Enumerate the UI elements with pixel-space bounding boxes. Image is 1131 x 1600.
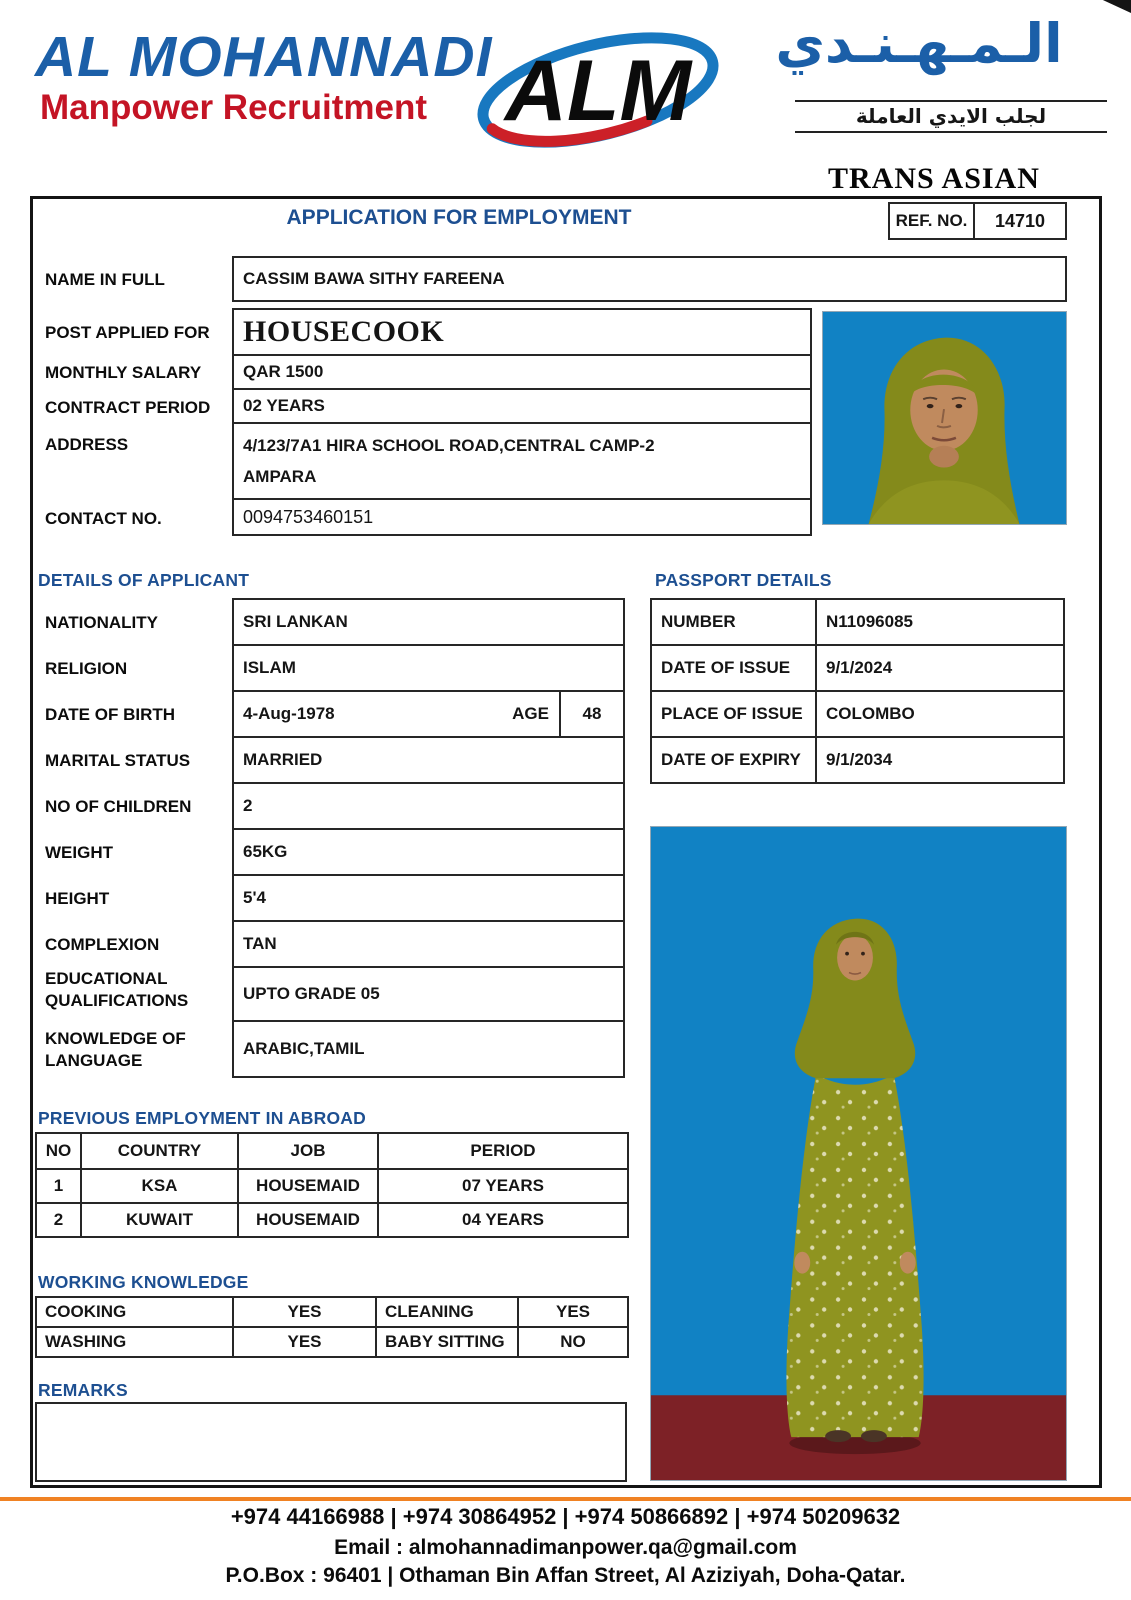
cooking-label: COOKING [36, 1297, 233, 1327]
employment-row [36, 1203, 628, 1237]
name-in-full-label: NAME IN FULL [45, 270, 165, 289]
brand-subtitle: Manpower Recruitment [40, 88, 427, 127]
complexion-value: TAN [232, 920, 625, 968]
passport-number-value: N11096085 [815, 598, 1065, 646]
dob-value-box [232, 690, 625, 738]
arabic-brand-name: الـمـهـنـدي [775, 12, 1063, 75]
language-value: ARABIC,TAMIL [232, 1020, 625, 1078]
arabic-tagline: لجلب الايدي العاملة [795, 100, 1107, 133]
working-knowledge-heading: WORKING KNOWLEDGE [38, 1272, 249, 1292]
monthly-salary-label: MONTHLY SALARY [45, 363, 202, 382]
alm-logo-text: ALM [504, 43, 692, 139]
religion-value: ISLAM [232, 644, 625, 692]
partner-name: TRANS ASIAN [828, 162, 1040, 195]
issue-date-label: DATE OF ISSUE [650, 644, 817, 692]
working-knowledge-table [35, 1296, 629, 1358]
language-label: KNOWLEDGE OF LANGUAGE [45, 1029, 186, 1071]
employment-table [35, 1132, 629, 1238]
issue-place-label: PLACE OF ISSUE [650, 690, 817, 738]
employment-col-period: PERIOD [378, 1133, 628, 1169]
address-label: ADDRESS [45, 435, 129, 454]
remarks-heading: REMARKS [38, 1380, 128, 1400]
employment-cell: KUWAIT [81, 1203, 238, 1237]
weight-value: 65KG [232, 828, 625, 876]
nationality-value: SRI LANKAN [232, 598, 625, 646]
expiry-date-label: DATE OF EXPIRY [650, 736, 817, 784]
passport-number-label: NUMBER [650, 598, 817, 646]
applicant-full-body-photo [650, 826, 1067, 1481]
employment-cell: HOUSEMAID [238, 1169, 378, 1203]
post-applied-label: POST APPLIED FOR [45, 323, 210, 342]
employment-cell: 07 YEARS [378, 1169, 628, 1203]
employment-cell: 1 [36, 1169, 81, 1203]
employment-cell: 2 [36, 1203, 81, 1237]
employment-cell: 04 YEARS [378, 1203, 628, 1237]
ref-no-label: REF. NO. [888, 202, 975, 240]
passport-heading: PASSPORT DETAILS [655, 570, 832, 590]
issue-place-value: COLOMBO [815, 690, 1065, 738]
weight-label: WEIGHT [45, 843, 113, 862]
employment-heading: PREVIOUS EMPLOYMENT IN ABROAD [38, 1108, 366, 1128]
alm-logo [468, 10, 728, 170]
footer-phones: +974 44166988 | +974 30864952 | +974 50866892 | +974 50209632 [230, 1504, 901, 1529]
contact-no-label: CONTACT NO. [45, 509, 162, 528]
expiry-date-value: 9/1/2034 [815, 736, 1065, 784]
address-value [232, 422, 812, 500]
ref-no-value: 14710 [973, 202, 1067, 240]
babysitting-label: BABY SITTING [376, 1327, 518, 1357]
employment-row [36, 1169, 628, 1203]
issue-date-value: 9/1/2024 [815, 644, 1065, 692]
footer-email: Email : almohannadimanpower.qa@gmail.com [334, 1536, 797, 1559]
monthly-salary-value: QAR 1500 [232, 354, 812, 390]
age-label: AGE [512, 704, 549, 723]
washing-label: WASHING [36, 1327, 233, 1357]
employment-cell: KSA [81, 1169, 238, 1203]
religion-label: RELIGION [45, 659, 128, 678]
applicant-portrait-photo [822, 311, 1067, 525]
height-value: 5'4 [232, 874, 625, 922]
contact-no-value: 0094753460151 [232, 498, 812, 536]
age-value: 48 [559, 692, 623, 736]
post-applied-value: HOUSECOOK [232, 308, 812, 356]
complexion-label: COMPLEXION [45, 935, 160, 954]
babysitting-value: NO [518, 1327, 628, 1357]
alm-swoosh-icon [468, 10, 728, 170]
height-label: HEIGHT [45, 889, 110, 908]
address-line1: 4/123/7A1 HIRA SCHOOL ROAD,CENTRAL CAMP-2 [243, 435, 655, 455]
dob-value: 4-Aug-1978 [243, 704, 335, 723]
education-label: EDUCATIONAL QUALIFICATIONS [45, 969, 189, 1011]
dob-label: DATE OF BIRTH [45, 705, 176, 724]
cleaning-value: YES [518, 1297, 628, 1327]
contract-period-value: 02 YEARS [232, 388, 812, 424]
address-line2: AMPARA [243, 466, 317, 486]
details-heading: DETAILS OF APPLICANT [38, 570, 250, 590]
children-value: 2 [232, 782, 625, 830]
contract-period-label: CONTRACT PERIOD [45, 398, 211, 417]
marital-status-value: MARRIED [232, 736, 625, 784]
employment-cell: HOUSEMAID [238, 1203, 378, 1237]
footer-address: P.O.Box : 96401 | Othaman Bin Affan Street, Al Aziziyah, Doha-Qatar. [225, 1564, 906, 1587]
marital-status-label: MARITAL STATUS [45, 751, 191, 770]
brand-name: AL MOHANNADI [35, 25, 493, 89]
employment-col-country: COUNTRY [81, 1133, 238, 1169]
employment-col-job: JOB [238, 1133, 378, 1169]
portrait-illustration [823, 312, 1066, 524]
footer-divider [0, 1497, 1131, 1501]
children-label: NO OF CHILDREN [45, 797, 192, 816]
name-in-full-value: CASSIM BAWA SITHY FAREENA [232, 256, 1067, 302]
full-body-illustration [651, 827, 1066, 1480]
cooking-value: YES [233, 1297, 376, 1327]
education-value: UPTO GRADE 05 [232, 966, 625, 1022]
washing-value: YES [233, 1327, 376, 1357]
nationality-label: NATIONALITY [45, 613, 159, 632]
form-title: APPLICATION FOR EMPLOYMENT [286, 206, 632, 229]
remarks-box [35, 1402, 627, 1482]
working-knowledge-row [36, 1297, 628, 1327]
employment-col-no: NO [36, 1133, 81, 1169]
cleaning-label: CLEANING [376, 1297, 518, 1327]
working-knowledge-row [36, 1327, 628, 1357]
